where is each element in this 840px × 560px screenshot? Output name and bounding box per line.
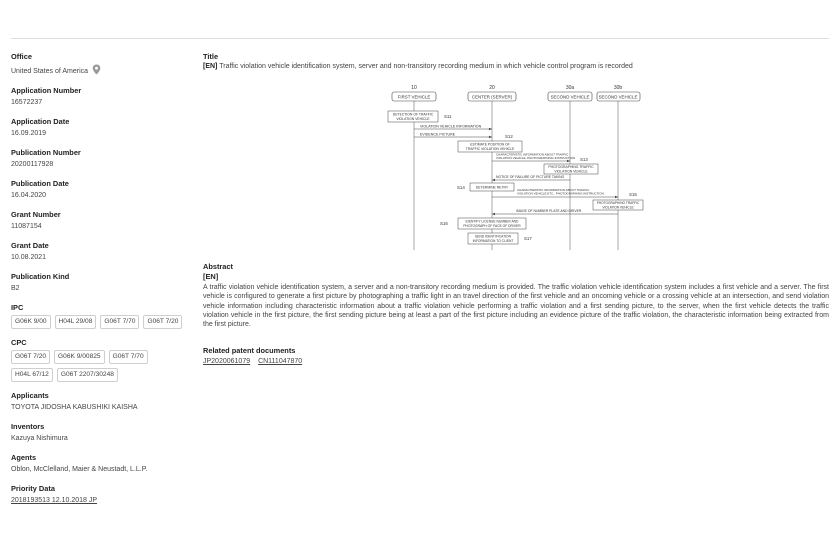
ipc-code-list	[11, 315, 191, 329]
step-id: S16	[440, 221, 448, 226]
lifeline-name: SECOND VEHICLE	[550, 94, 590, 100]
step-text: DETERMINE RETRY	[475, 185, 509, 190]
lifeline-number: 30b	[613, 85, 623, 91]
arrowhead	[615, 196, 618, 198]
bibliographic-panel	[11, 52, 191, 515]
publication-number-label: Publication Number	[11, 148, 81, 157]
publication-kind-label: Publication Kind	[11, 272, 70, 281]
step-text: INFORMATION TO CLIENT	[472, 239, 514, 243]
priority-data-label: Priority Data	[11, 484, 55, 493]
application-date-label: Application Date	[11, 117, 70, 126]
agents-value: Oblon, McClelland, Maier & Neustadt, L.L.P.	[11, 466, 148, 473]
ipc-label: IPC	[11, 303, 24, 312]
cpc-code-chip[interactable]: G06T 7/20	[11, 350, 50, 364]
title-lang-tag: [EN]	[203, 63, 218, 70]
office-label: Office	[11, 52, 32, 61]
lifeline-name: FIRST VEHICLE	[397, 94, 431, 100]
message-label: NOTICE OF FAILURE OF PICTURE TAKING	[496, 175, 565, 179]
title-label: Title	[203, 52, 219, 61]
abstract-text: A traffic violation vehicle identification system, a server and a non-transitory recording medium is provided. The traffic violation vehicle identification system includes a first vehicle and a server. The first vehicle is configured to generate a first picture by photographing a traffic light in an travel direction of the first vehicle and an oncoming vehicle or a crossing vehicle at an intersection, and send violation vehicle information including characteristic information about a traffic violation vehicle performing a traffic violation and a first sending picture, to the server, when the first vehicle detects the traffic violation vehicle in the first picture, the first sending picture being at least a part of the first picture including an evidence picture of the traffic violation, the characteristic information being extracted from the first picture.	[203, 284, 829, 329]
arrowhead	[567, 160, 570, 162]
lifeline-number: 20	[489, 85, 495, 91]
application-date-field	[11, 117, 191, 139]
related-document-link[interactable]: JP2020061079	[203, 358, 251, 365]
publication-date-field	[11, 179, 191, 201]
top-divider	[11, 38, 829, 39]
cpc-code-chip[interactable]: G06T 7/70	[109, 350, 148, 364]
applicants-value: TOYOTA JIDOSHA KABUSHIKI KAISHA	[11, 404, 138, 411]
step-id: S15	[629, 192, 637, 197]
grant-date-field	[11, 241, 191, 263]
step-text: ESTIMATE POSITION OF	[470, 142, 510, 147]
grant-date-label: Grant Date	[11, 241, 49, 250]
step-text: VIOLATION VEHICLE	[554, 169, 588, 174]
sequence-diagram	[386, 82, 646, 252]
step-text: VIOLATION VEHICLE	[396, 117, 430, 121]
related-documents-section	[203, 346, 829, 365]
message-label: EVIDENCE PICTURE	[420, 132, 456, 137]
message-label: CHARACTERISTIC INFORMATION ABOUT TRAFFIC	[496, 152, 569, 157]
message-label: VIOLATION VEHICLE INFORMATION	[420, 124, 482, 129]
step-text: IDENTIFY LICENSE NUMBER AND	[465, 219, 519, 224]
patent-drawing	[386, 82, 646, 252]
related-document-link[interactable]: CN111047870	[258, 358, 303, 365]
cpc-code-chip[interactable]: G06T 2207/30248	[57, 368, 118, 382]
cpc-code-list	[11, 350, 191, 382]
grant-date-value: 10.08.2021	[11, 254, 47, 261]
publication-kind-value: B2	[11, 285, 20, 292]
title-section	[203, 52, 829, 72]
title-text: Traffic violation vehicle identification system, server and non-transitory recording medium in which vehicle control program is recorded	[219, 63, 633, 70]
application-number-field	[11, 86, 191, 108]
priority-data-link[interactable]: 2018193513 12.10.2018 JP	[11, 497, 98, 504]
application-number-value: 16572237	[11, 99, 43, 106]
abstract-label: Abstract	[203, 262, 233, 271]
step-text: PHOTOGRAPH OF FACE OF DRIVER	[463, 224, 521, 228]
message-label: CHARACTERISTIC INFORMATION ABOUT TRAFFIC	[517, 188, 590, 192]
grant-number-value: 11087154	[11, 223, 42, 230]
ipc-field	[11, 303, 191, 329]
step-id: S13	[580, 157, 588, 162]
agents-label: Agents	[11, 453, 37, 462]
agents-field	[11, 453, 191, 475]
publication-date-value: 16.04.2020	[11, 192, 47, 199]
lifeline-name: CENTER (SERVER)	[471, 94, 513, 100]
inventors-value: Kazuya Nishimura	[11, 435, 68, 442]
message-label: VIOLATION VEHICLE, PHOTOGRAPHING INSTRUCTION	[496, 156, 576, 160]
arrowhead	[492, 213, 495, 215]
grant-number-label: Grant Number	[11, 210, 61, 219]
step-id: S17	[524, 236, 532, 241]
publication-number-value: 20200117928	[11, 161, 54, 168]
priority-data-field	[11, 484, 191, 506]
message-label: IMAGE OF NUMBER PLATE AND DRIVER	[516, 209, 582, 213]
applicants-label: Applicants	[11, 391, 49, 400]
step-id: S12	[505, 134, 513, 139]
arrowhead	[489, 136, 492, 138]
step-text: PHOTOGRAPHING TRAFFIC	[548, 165, 594, 169]
cpc-label: CPC	[11, 338, 27, 347]
ipc-code-chip[interactable]: H04L 29/08	[55, 315, 97, 329]
step-id: S11	[444, 114, 452, 119]
publication-kind-field	[11, 272, 191, 294]
applicants-field	[11, 391, 191, 413]
step-text: SEND IDENTIFICATION	[474, 234, 512, 239]
inventors-label: Inventors	[11, 422, 45, 431]
step-text: DETECTION OF TRAFFIC	[392, 112, 434, 117]
ipc-code-chip[interactable]: G06K 9/00	[11, 315, 51, 329]
ipc-code-chip[interactable]: G06T 7/70	[100, 315, 139, 329]
lifeline-number: 10	[411, 85, 417, 91]
lifeline-name: SECOND VEHICLE	[598, 94, 638, 100]
application-number-label: Application Number	[11, 86, 82, 95]
publication-number-field	[11, 148, 191, 170]
cpc-field	[11, 338, 191, 382]
step-text: PHOTOGRAPHING TRAFFIC	[596, 201, 640, 205]
map-pin-icon[interactable]	[92, 64, 101, 75]
related-documents-list	[203, 358, 829, 365]
cpc-code-chip[interactable]: H04L 67/12	[11, 368, 53, 382]
step-text: VIOLATION VEHICLE	[602, 205, 634, 210]
office-value: United States of America	[11, 68, 89, 75]
message-label: VIOLATION VEHICLE ETC., PHOTOGRAPHING INSTRUCTION	[517, 191, 604, 196]
abstract-section	[203, 262, 829, 329]
publication-date-label: Publication Date	[11, 179, 69, 188]
lifeline-number: 30a	[565, 85, 575, 91]
inventors-field	[11, 422, 191, 444]
ipc-code-chip[interactable]: G06T 7/20	[143, 315, 182, 329]
step-text: TRAFFIC VIOLATION VEHICLE	[465, 147, 515, 151]
abstract-lang-tag: [EN]	[203, 272, 219, 281]
step-id: S14	[457, 185, 465, 190]
application-date-value: 16.09.2019	[11, 130, 47, 137]
office-field	[11, 52, 191, 77]
related-documents-label: Related patent documents	[203, 346, 296, 355]
arrowhead	[489, 128, 492, 130]
grant-number-field	[11, 210, 191, 232]
arrowhead	[492, 179, 495, 181]
cpc-code-chip[interactable]: G06K 9/00825	[54, 350, 105, 364]
